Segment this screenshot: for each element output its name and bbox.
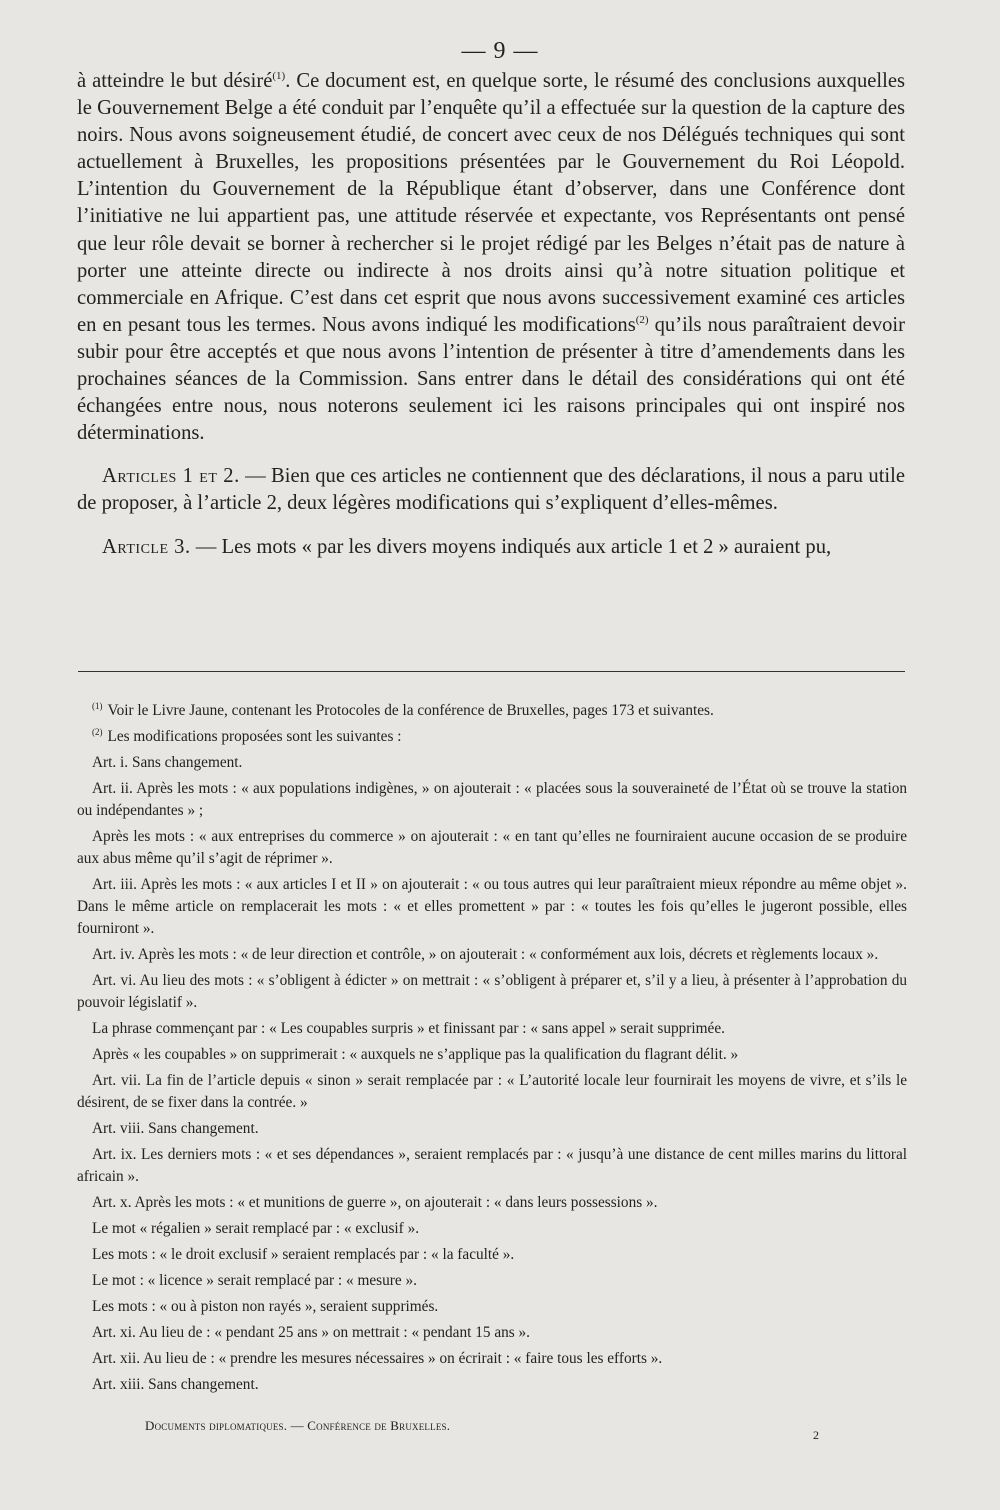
footnote-2-mark: (2) <box>92 726 103 737</box>
footnote-ref-2: (2) <box>635 313 649 326</box>
footnote-item: Les mots : « le droit exclusif » seraient remplacés par : « la faculté ». <box>92 1246 515 1263</box>
articles-1-2-paragraph <box>77 463 905 517</box>
article-3-text: — Les mots « par les divers moyens indiqués aux article 1 et 2 » auraient pu, <box>190 535 832 558</box>
articles-1-2-text: — Bien que ces articles ne contiennent que des déclarations, il nous a paru utile de proposer, à l’article 2, deux légères modifications qui s’expliquent d’elles-mêmes. <box>77 465 905 515</box>
source-footer: Documents diplomatiques. — Conférence de Bruxelles. <box>145 1418 451 1433</box>
footnote-item: Art. vii. La fin de l’article depuis « sinon » serait remplacée par : « L’autorité locale leur fournirait les moyens de vivre, et s’ils le désirent, de se fixer dans la contrée. » <box>77 1072 907 1111</box>
footnote-item: Le mot « régalien » serait remplacé par : « exclusif ». <box>92 1220 420 1237</box>
footnote-1-mark: (1) <box>92 700 103 711</box>
article-3-heading: Article 3. <box>102 535 191 558</box>
footnote-item: Le mot : « licence » serait remplacé par : « mesure ». <box>92 1272 417 1289</box>
main-text <box>77 68 905 561</box>
footnote-divider <box>78 671 905 672</box>
footnote-2-text: Les modifications proposées sont les suivantes : <box>107 728 402 745</box>
footnote-item: Art. i. Sans changement. <box>92 754 243 771</box>
footnote-item: La phrase commençant par : « Les coupables surpris » et finissant par : « sans appel » serait supprimée. <box>92 1020 725 1037</box>
footnote-item: Art. x. Après les mots : « et munitions de guerre », on ajouterait : « dans leurs possessions ». <box>92 1194 658 1211</box>
intro-text-b: . Ce document est, en quelque sorte, le résumé des conclusions auxquelles le Gouvernement Belge a été conduit par l’enquête qu’il a effectuée sur la question de la capture des noirs. Nous avons soigneusement étudié, de concert avec ceux de nos Délégués techniques qui sont actuellement à Bruxelles, les propositions présentées par le Gouvernement du Roi Léopold. L’intention du Gouvernement de la République étant d’observer, dans une Conférence dont l’initiative ne lui appartient pas, une attitude réservée et expectante, vos Représentants ont pensé que leur rôle devait se borner à rechercher si le projet rédigé par les Belges n’était pas de nature à porter une atteinte directe ou indirecte à nos droits ainsi qu’à notre situation politique et commerciale en Afrique. C’est dans cet esprit que nous avons successivement examiné ces articles en en pesant tous les termes. Nous avons indiqué les modifications <box>77 70 905 336</box>
intro-text-a: à atteindre le but désiré <box>77 70 273 92</box>
footnote-item: Après les mots : « aux entreprises du commerce » on ajouterait : « en tant qu’elles ne fourniraient aucune occasion de se produire aux abus même qu’il s’agit de réprimer ». <box>77 828 907 867</box>
footnote-item: Art. ii. Après les mots : « aux populations indigènes, » on ajouterait : « placées sous la souveraineté de l’État où se trouve la station ou indépendantes » ; <box>77 780 907 819</box>
footnote-item: Art. xii. Au lieu de : « prendre les mesures nécessaires » on écrirait : « faire tous les efforts ». <box>92 1350 663 1367</box>
footnote-1 <box>77 700 907 722</box>
footnote-item: Les mots : « ou à piston non rayés », seraient supprimés. <box>92 1298 439 1315</box>
page-number: — 9 — <box>461 38 539 64</box>
footnote-item: Art. viii. Sans changement. <box>92 1120 259 1137</box>
sheet-number: 2 <box>813 1428 819 1442</box>
footnotes <box>77 700 907 1400</box>
intro-text-c: qu’ils nous paraîtraient devoir subir pour être acceptés et que nous avons l’intention de présenter à titre d’amendements dans les prochaines séances de la Commission. Sans entrer dans le détail des considérations qui ont été échangées entre nous, nous noterons seulement ici les raisons principales qui ont inspiré nos déterminations. <box>77 313 905 445</box>
footnote-item: Art. xi. Au lieu de : « pendant 25 ans » on mettrait : « pendant 15 ans ». <box>92 1324 531 1341</box>
footnote-2 <box>77 726 907 748</box>
footnote-item: Art. iv. Après les mots : « de leur direction et contrôle, » on ajouterait : « conformément aux lois, décrets et règlements locaux ». <box>92 946 879 963</box>
footnote-item: Art. iii. Après les mots : « aux articles I et II » on ajouterait : « ou tous autres qui leur paraîtraient mieux répondre au même objet ». Dans le même article on remplacerait les mots : « et elles promettent » par : « toutes les fois qu’elles le jugeront possible, elles fourniront ». <box>77 876 907 937</box>
footnote-item: Art. xiii. Sans changement. <box>92 1376 259 1393</box>
footnote-1-text: Voir le Livre Jaune, contenant les Protocoles de la conférence de Bruxelles, pages 173 et suivantes. <box>107 702 714 719</box>
footnote-item: Art. vi. Au lieu des mots : « s’obligent à édicter » on mettrait : « s’obligent à préparer et, s’il y a lieu, à présenter à l’approbation du pouvoir législatif ». <box>77 972 907 1011</box>
article-3-paragraph <box>77 534 905 561</box>
intro-paragraph <box>77 68 905 447</box>
footnote-ref-1: (1) <box>272 70 286 83</box>
articles-1-2-heading: Articles 1 et 2. <box>102 465 240 488</box>
footnote-item: Art. ix. Les derniers mots : « et ses dépendances », seraient remplacés par : « jusqu’à une distance de cent milles marins du littoral africain ». <box>77 1146 907 1185</box>
footnote-item: Après « les coupables » on supprimerait : « auxquels ne s’applique pas la qualification du flagrant délit. » <box>92 1046 739 1063</box>
